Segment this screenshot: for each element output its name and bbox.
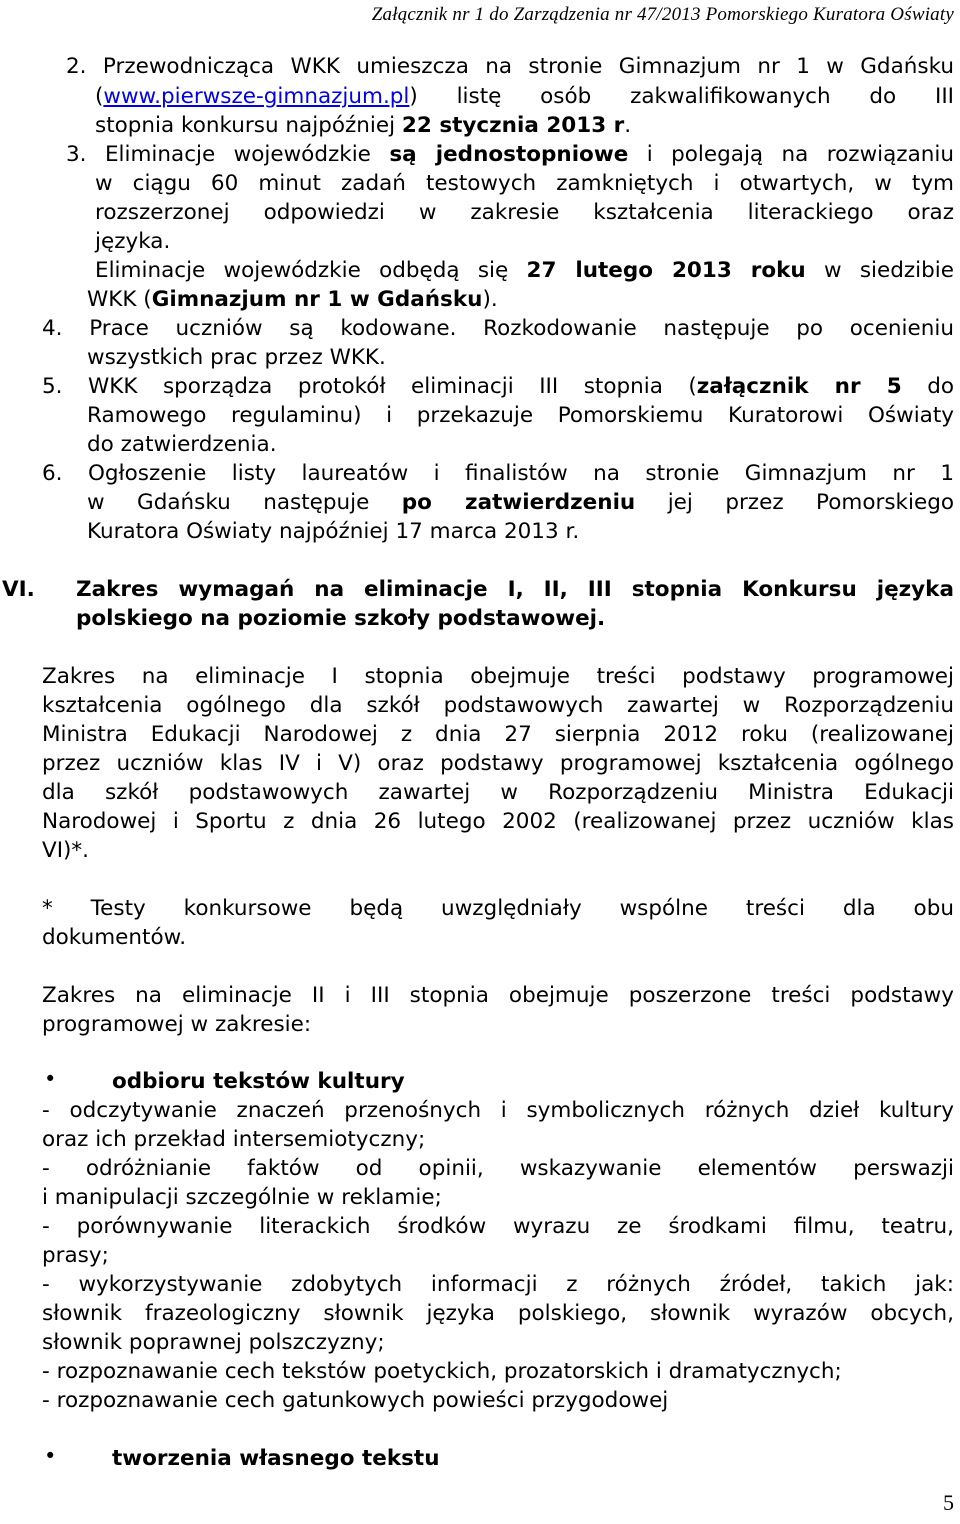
para2-line: Zakres na eliminacje II i III stopnia obejmuje poszerzone treści podstawy (42, 983, 954, 1008)
bullet-icon: • (44, 1067, 57, 1091)
requirement-line: - rozpoznawanie cech tekstów poetyckich, prozatorskich i dramatycznych; (42, 1359, 842, 1384)
requirement-line: prasy; (42, 1243, 109, 1268)
item-2-line-3 (95, 111, 631, 140)
footnote-line: dokumentów. (42, 925, 187, 950)
text: stopnia konkursu najpóźniej (95, 113, 402, 138)
requirement-line: - porównywanie literackich środków wyrazu ze środkami filmu, teatru, (42, 1214, 954, 1239)
exam-date: 27 lutego 2013 roku (526, 258, 806, 283)
para1-line: Zakres na eliminacje I stopnia obejmuje treści podstawy programowej (42, 664, 954, 689)
para1-line: przez uczniów klas IV i V) oraz podstawy programowej kształcenia ogólnego (42, 751, 954, 776)
text: w siedzibie (805, 258, 954, 283)
item-2-line-2 (95, 82, 954, 111)
para1-line: VI)*. (42, 838, 90, 863)
bold-text: załącznik nr 5 (696, 374, 902, 399)
item-6-line-3: Kuratora Oświaty najpóźniej 17 marca 2013 r. (87, 519, 580, 544)
text: i polegają na rozwiązaniu (628, 142, 954, 167)
section-title-line-2: polskiego na poziomie szkoły podstawowej. (76, 606, 606, 631)
item-3-line-6 (87, 285, 498, 314)
para2-line: programowej w zakresie: (42, 1012, 312, 1037)
item-6-line-2 (87, 488, 954, 517)
para1-line: Narodowej i Sportu z dnia 26 lutego 2002 (realizowanej przez uczniów klas (42, 809, 954, 834)
para1-line: Ministra Edukacji Narodowej z dnia 27 sierpnia 2012 roku (realizowanej (42, 722, 954, 747)
bold-text: są jednostopniowe (389, 142, 629, 167)
section-number: VI. (2, 577, 35, 602)
deadline-date: 22 stycznia 2013 r (401, 113, 625, 138)
text: jej przez Pomorskiego (635, 490, 954, 515)
text: WKK ( (87, 287, 152, 312)
text: . (624, 113, 632, 138)
page-number: 5 (943, 1490, 954, 1515)
requirement-line: i manipulacji szczególnie w reklamie; (42, 1185, 442, 1210)
text: ) listę osób zakwalifikowanych do III (409, 84, 954, 109)
text: ). (482, 287, 498, 312)
requirement-line: - odczytywanie znaczeń przenośnych i symbolicznych różnych dzieł kultury (42, 1098, 954, 1123)
para1-line: kształcenia ogólnego dla szkół podstawowych zawartej w Rozporządzeniu (42, 693, 954, 718)
item-2-line-1: 2. Przewodnicząca WKK umieszcza na stronie Gimnazjum nr 1 w Gdańsku (66, 54, 954, 79)
item-3-line-1 (66, 140, 954, 169)
para1-line: dla szkół podstawowych zawartej w Rozporządzeniu Ministra Edukacji (42, 780, 954, 805)
venue: Gimnazjum nr 1 w Gdańsku (151, 287, 483, 312)
section-title-line-1: Zakres wymagań na eliminacje I, II, III stopnia Konkursu języka (76, 577, 954, 602)
bold-text: po zatwierdzeniu (401, 490, 636, 515)
text: 5. WKK sporządza protokół eliminacji III stopnia ( (42, 374, 697, 399)
requirement-line: - rozpoznawanie cech gatunkowych powieści przygodowej (42, 1388, 669, 1413)
requirement-line: - odróżnianie faktów od opinii, wskazywanie elementów perswazji (42, 1156, 954, 1181)
page-header: Załącznik nr 1 do Zarządzenia nr 47/2013 Pomorskiego Kuratora Oświaty (371, 4, 954, 25)
requirement-line: - wykorzystywanie zdobytych informacji z różnych źródeł, takich jak: (42, 1272, 954, 1297)
item-6-line-1: 6. Ogłoszenie listy laureatów i finalistów na stronie Gimnazjum nr 1 (42, 461, 954, 486)
school-website-link[interactable]: www.pierwsze-gimnazjum.pl (103, 84, 410, 109)
bullet-title: tworzenia własnego tekstu (112, 1446, 440, 1471)
item-3-line-5 (95, 256, 954, 285)
item-5-line-2: Ramowego regulaminu) i przekazuje Pomorskiemu Kuratorowi Oświaty (87, 403, 954, 428)
text: do (901, 374, 954, 399)
text: ( (95, 84, 104, 109)
footnote-line: * Testy konkursowe będą uwzględniały wspólne treści dla obu (42, 896, 954, 921)
requirement-line: oraz ich przekład intersemiotyczny; (42, 1127, 426, 1152)
item-5-line-3: do zatwierdzenia. (87, 432, 277, 457)
bullet-title: odbioru tekstów kultury (112, 1069, 405, 1094)
item-5-line-1 (42, 372, 954, 401)
item-3-line-2: w ciągu 60 minut zadań testowych zamkniętych i otwartych, w tym (95, 171, 954, 196)
item-3-line-4: języka. (95, 229, 171, 254)
requirement-line: słownik frazeologiczny słownik języka polskiego, słownik wyrazów obcych, (42, 1301, 954, 1326)
text: w Gdańsku następuje (87, 490, 402, 515)
item-4-line-2: wszystkich prac przez WKK. (87, 345, 386, 370)
item-4-line-1: 4. Prace uczniów są kodowane. Rozkodowanie następuje po ocenieniu (42, 316, 954, 341)
bullet-icon: • (44, 1444, 57, 1468)
text: Eliminacje wojewódzkie odbędą się (95, 258, 527, 283)
text: 3. Eliminacje wojewódzkie (66, 142, 390, 167)
requirement-line: słownik poprawnej polszczyzny; (42, 1330, 385, 1355)
item-3-line-3: rozszerzonej odpowiedzi w zakresie kształcenia literackiego oraz (95, 200, 954, 225)
